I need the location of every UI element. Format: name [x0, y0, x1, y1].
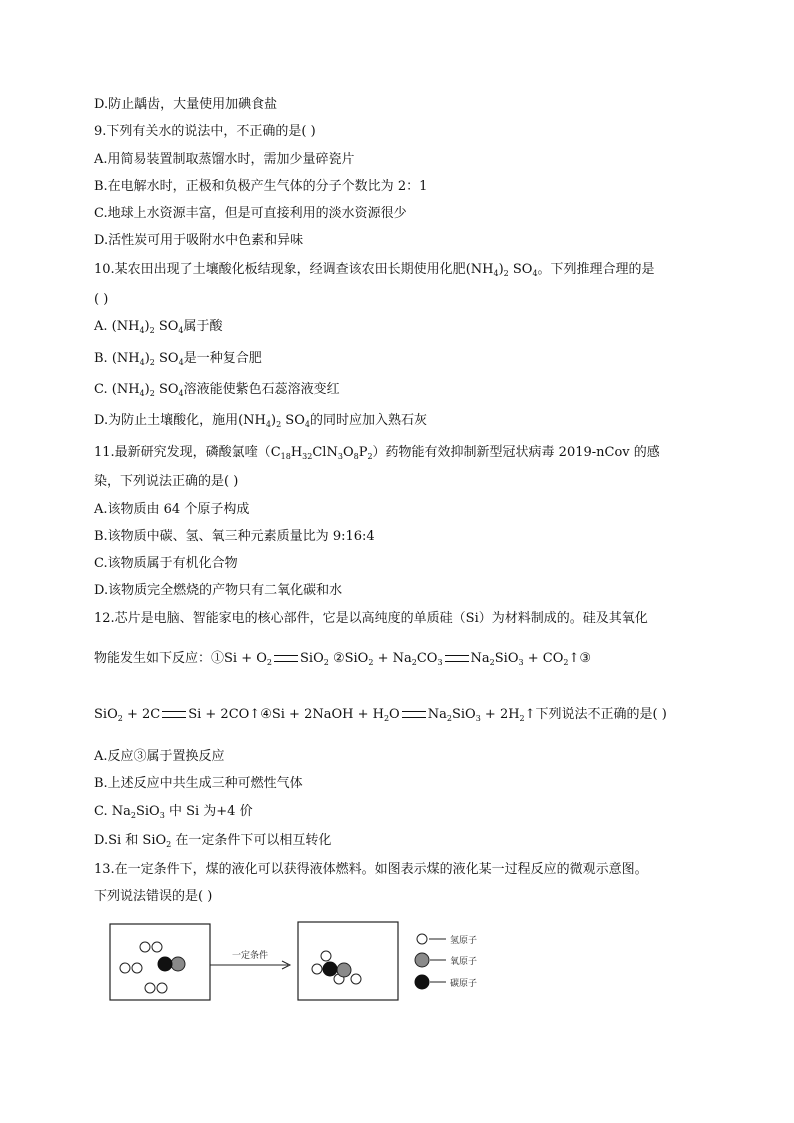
- hydrogen-atom: [351, 974, 361, 984]
- arrow-label: 一定条件: [231, 951, 269, 961]
- formula-ammonium-sulfate: $(NH_4)_2$ $SO_4$: [465, 262, 538, 278]
- hydrogen-atom: [145, 983, 155, 993]
- hydrogen-atom: [157, 983, 167, 993]
- carbon-atom: [158, 957, 172, 971]
- formula-ammonium-sulfate: $(NH_4)_2$ $SO_4$: [238, 413, 310, 429]
- q13-stem-line1: 13.在一定条件下，煤的液化可以获得液体燃料。如图表示煤的液化某一过程反应的微观示意图。: [94, 862, 648, 877]
- q11-option-a: A.该物质由 64 个原子构成: [94, 502, 250, 517]
- q12-option-b: B.上述反应中共生成三种可燃性气体: [94, 776, 303, 791]
- formula-sodium-silicate: $Na_2SiO_3$: [111, 804, 165, 820]
- reaction-equations-1-2: ①Si + $O_2$ SiO$_2$ ②SiO$_2$ + $Na_2CO_3$ $Na_2SiO_3$ + $CO_2↑③$: [211, 651, 591, 667]
- q10-stem-line2: ( ): [94, 292, 109, 307]
- q11-stem-line2: 染，下列说法正确的是( ): [94, 474, 239, 489]
- formula-ammonium-sulfate: $(NH_4)_2$ $SO_4$: [111, 351, 184, 367]
- q10-stem-suffix: 。下列推理合理的是: [537, 262, 655, 277]
- q10-stem-line1: [94, 262, 655, 278]
- products-box: [298, 922, 398, 1000]
- legend-hydrogen-icon: [417, 934, 427, 944]
- q9-option-d: D.活性炭可用于吸附水中色素和异味: [94, 233, 304, 248]
- reaction-equations-3-4: SiO$_2$ + 2C Si + 2CO↑④Si + 2NaOH + $H_2O$ $Na_2SiO_3$ + $2H_2↑$: [94, 707, 536, 723]
- q10-option-b: B. $(NH_4)_2$ $SO_4$是一种复合肥: [94, 351, 262, 367]
- q10-option-d: D.为防止土壤酸化，施用$(NH_4)_2$ $SO_4$的同时应加入熟石灰: [94, 413, 427, 429]
- legend-carbon-label: 碳原子: [450, 979, 478, 989]
- q11-option-c: C.该物质属于有机化合物: [94, 556, 238, 571]
- hydrogen-atom: [312, 964, 322, 974]
- hydrogen-atom: [140, 942, 150, 952]
- legend-carbon-icon: [415, 975, 429, 989]
- q12-option-d: D.Si 和 SiO$_2$ 在一定条件下可以相互转化: [94, 833, 332, 849]
- hydrogen-atom: [321, 951, 331, 961]
- q13-stem-line2: 下列说法错误的是( ): [94, 889, 213, 904]
- q10-stem-prefix: 10.某农田出现了土壤酸化板结现象，经调查该农田长期使用化肥: [94, 262, 466, 277]
- carbon-atom: [323, 962, 337, 976]
- formula-ammonium-sulfate: $(NH_4)_2$ $SO_4$: [111, 382, 184, 398]
- formula-silicon-dioxide: SiO$_2$: [142, 833, 172, 849]
- q11-option-b: B.该物质中碳、氢、氧三种元素质量比为 9:16:4: [94, 529, 375, 544]
- q10-option-c: C. $(NH_4)_2$ $SO_4$溶液能使紫色石蕊溶液变红: [94, 382, 340, 398]
- formula-chloroquine-phosphate: $C_{18}H_{32}ClN_3O_8P_2$: [270, 445, 373, 461]
- hydrogen-atom: [120, 963, 130, 973]
- q9-option-c: C.地球上水资源丰富，但是可直接利用的淡水资源很少: [94, 206, 407, 221]
- hydrogen-atom: [132, 963, 142, 973]
- q12-option-a: A.反应③属于置换反应: [94, 749, 225, 764]
- legend-hydrogen-label: 氢原子: [450, 936, 478, 946]
- q8-option-d: D.防止龋齿，大量使用加碘食盐: [94, 97, 278, 112]
- oxygen-atom: [171, 957, 185, 971]
- q12-stem-line3: SiO$_2$ + 2C Si + 2CO↑④Si + 2NaOH + $H_2O$ $Na_2SiO_3$ + $2H_2↑$下列说法不正确的是( ): [94, 707, 667, 723]
- formula-ammonium-sulfate: $(NH_4)_2$ $SO_4$: [111, 319, 184, 335]
- legend-oxygen-icon: [415, 953, 429, 967]
- q9-stem: 9.下列有关水的说法中，不正确的是( ): [94, 124, 316, 139]
- q12-stem-line2: 物能发生如下反应：①Si + $O_2$ SiO$_2$ ②SiO$_2$ + $Na_2CO_3$ $Na_2SiO_3$ + $CO_2↑③$: [94, 651, 591, 667]
- hydrogen-atom: [152, 942, 162, 952]
- legend-oxygen-label: 氧原子: [450, 957, 478, 967]
- reaction-micro-diagram: [102, 914, 504, 1012]
- q11-option-d: D.该物质完全燃烧的产物只有二氧化碳和水: [94, 583, 343, 598]
- q12-option-c: C. $Na_2SiO_3$ 中 Si 为+4 价: [94, 804, 253, 820]
- q9-option-a: A.用简易装置制取蒸馏水时，需加少量碎瓷片: [94, 152, 355, 167]
- q10-option-a: A. $(NH_4)_2$ $SO_4$属于酸: [94, 319, 223, 335]
- q12-stem-line1: 12.芯片是电脑、智能家电的核心部件，它是以高纯度的单质硅（Si）为材料制成的。硅及其氧化: [94, 611, 648, 626]
- q11-stem-line1: 11.最新研究发现，磷酸氯喹$(C_{18}H_{32}ClN_3O_8P_2)$药物能有效抑制新型冠状病毒 2019-nCov 的感: [94, 445, 660, 461]
- q9-option-b: B.在电解水时，正极和负极产生气体的分子个数比为 2：1: [94, 179, 428, 194]
- oxygen-atom: [337, 963, 351, 977]
